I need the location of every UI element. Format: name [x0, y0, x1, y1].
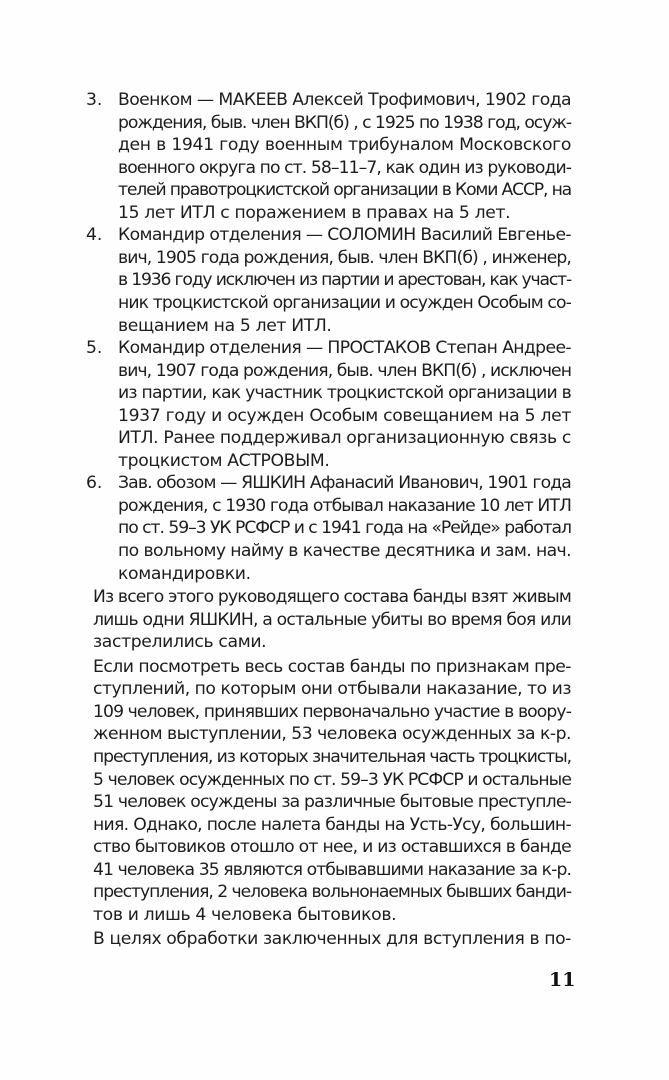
list-item-number: 3. [86, 90, 103, 110]
text-line: Зав. обозом — ЯШКИН Афанасий Иванович, 1901 года [118, 473, 571, 494]
text-line: Из всего этого руководящего состава банды взят живым [93, 587, 571, 608]
text-line: лишь одни ЯШКИН, а остальные убиты во время боя или [93, 609, 571, 630]
text-line: по ст. 59–3 УК РСФСР и с 1941 года на «Рейде» работал [118, 518, 571, 539]
text-line: 5 человек осужденных по ст. 59–3 УК РСФСР и остальные [93, 769, 571, 790]
text-line: командировки. [118, 563, 251, 584]
text-line: преступления, 2 человека вольнонаемных бывших банди- [93, 882, 571, 903]
text-line: ство бытовиков отошло от нее, и из оставшихся в банде [93, 837, 571, 858]
text-line: военного округа по ст. 58–11–7, как один из руководи- [118, 157, 571, 178]
text-line: ден в 1941 году военным трибуналом Московского [118, 135, 571, 156]
text-line: по вольному найму в качестве десятника и зам. нач. [118, 541, 571, 561]
text-line: ИТЛ. Ранее поддерживал организационную связь с [118, 428, 571, 449]
text-line: в 1936 году исключен из партии и арестован, как участ- [118, 270, 571, 291]
text-line: 51 человек осуждены за различные бытовые преступле- [93, 792, 571, 813]
page-number: 11 [549, 969, 576, 991]
text-line: тов и лишь 4 человека бытовиков. [93, 904, 397, 925]
text-line: 109 человек, принявших первоначально участие в воору- [93, 701, 571, 722]
text-line: рождения, быв. член ВКП(б) , с 1925 по 1938 год, осуж- [118, 112, 571, 133]
text-line: Командир отделения — СОЛОМИН Василий Евгенье- [118, 225, 571, 246]
text-line: ния. Однако, после налета банды на Усть-Усу, большин- [93, 814, 571, 835]
list-item-number: 6. [86, 473, 103, 494]
text-line: женном выступлении, 53 человека осужденных за к-р. [93, 724, 571, 745]
list-item-number: 5. [86, 338, 103, 359]
text-line: вещанием на 5 лет ИТЛ. [118, 315, 332, 336]
text-line: ступлений, по которым они отбывали наказание, то из [93, 679, 571, 700]
text-line: ник троцкистской организации и осужден Особым со- [118, 292, 571, 313]
text-line: 1937 году и осужден Особым совещанием на 5 лет [118, 405, 571, 426]
text-line: В целях обработки заключенных для вступления в по- [93, 929, 571, 950]
text-line: 41 человека 35 являются отбывавшими наказание за к-р. [93, 859, 571, 880]
list-item-number: 4. [86, 225, 103, 246]
text-line: застрелились сами. [93, 632, 267, 653]
text-line: телей правотроцкистской организации в Коми АССР, на [118, 180, 571, 201]
text-line: вич, 1905 года рождения, быв. член ВКП(б) , инженер, [118, 247, 571, 268]
text-line: троцкистом АСТРОВЫМ. [118, 450, 330, 471]
text-line: из партии, как участник троцкистской организации в [118, 383, 571, 404]
text-line: Если посмотреть весь состав банды по признакам пре- [93, 656, 571, 677]
text-line: рождения, с 1930 года отбывал наказание 10 лет ИТЛ [118, 495, 571, 516]
text-line: 15 лет ИТЛ с поражением в правах на 5 лет. [118, 202, 511, 223]
text-line: Военком — МАКЕЕВ Алексей Трофимович, 1902 года [118, 90, 571, 110]
text-line: преступления, из которых значительная часть троцкисты, [93, 746, 571, 767]
text-line: вич, 1907 года рождения, быв. член ВКП(б) , исключен [118, 360, 571, 381]
text-line: Командир отделения — ПРОСТАКОВ Степан Андрее- [118, 338, 571, 359]
